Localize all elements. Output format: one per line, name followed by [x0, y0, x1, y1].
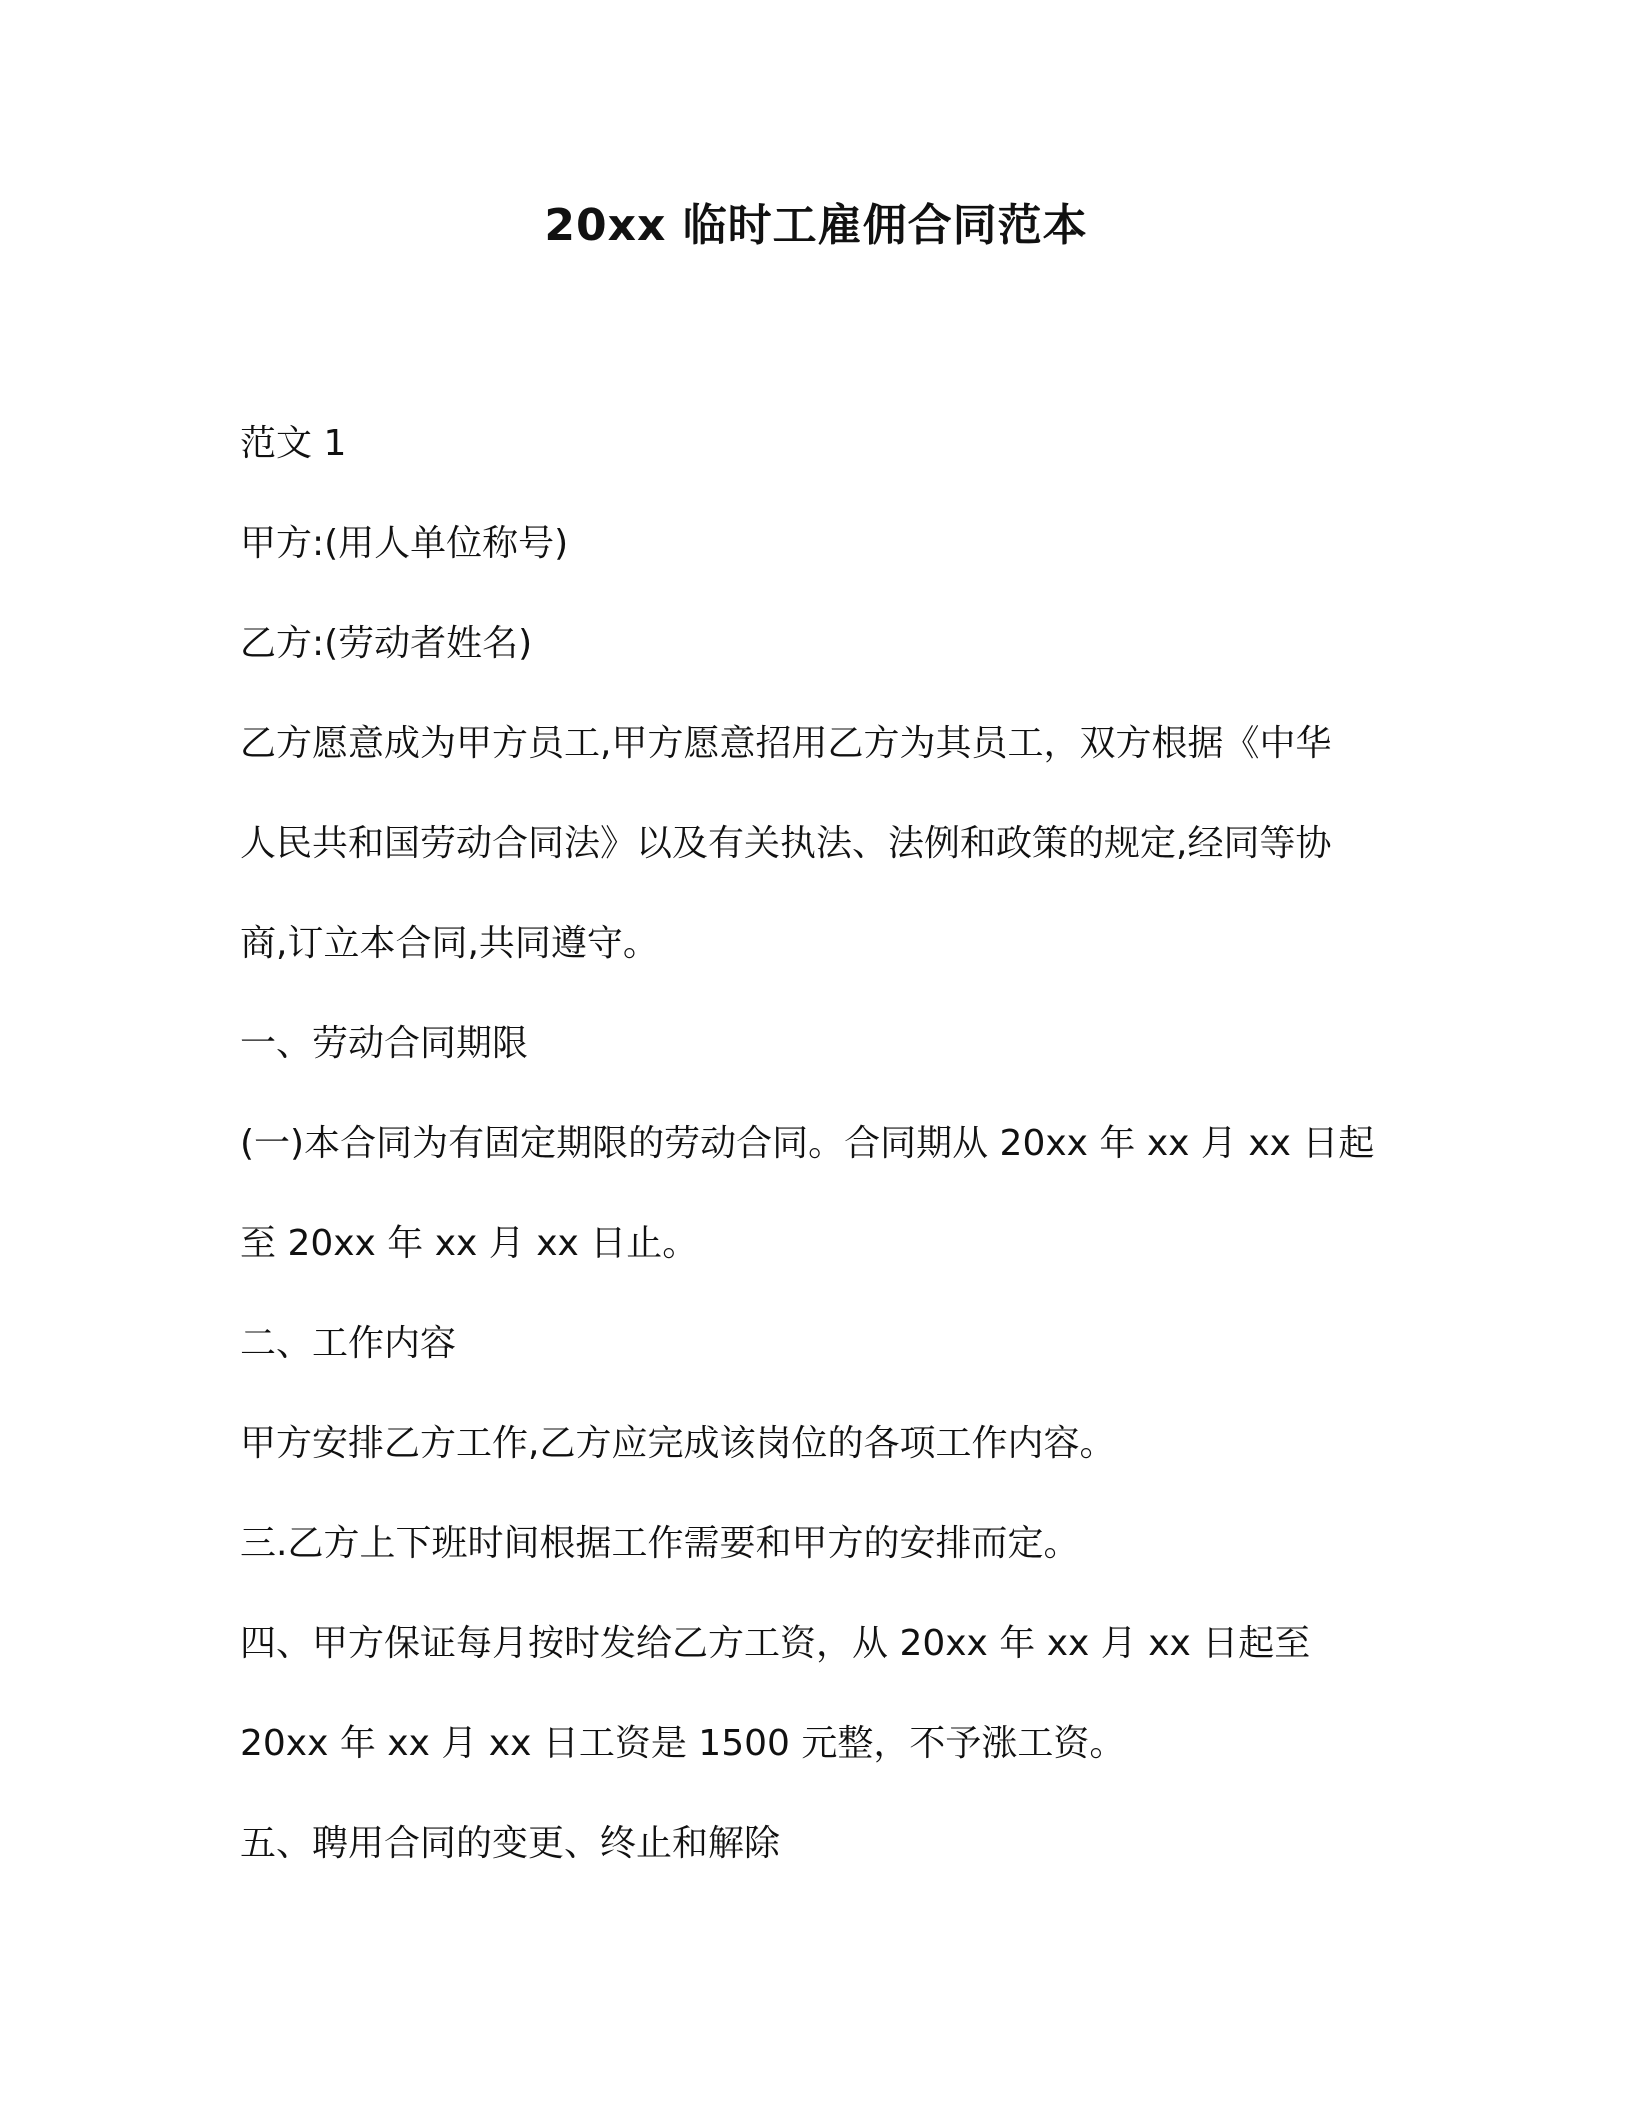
section-1-text-line-1: (一)本合同为有固定期限的劳动合同。合同期从 20xx 年 xx 月 xx 日起	[240, 1123, 1375, 1164]
section-1-text-line-2: 至 20xx 年 xx 月 xx 日止。	[240, 1223, 699, 1264]
section-4-text-line-2: 20xx 年 xx 月 xx 日工资是 1500 元整，不予涨工资。	[240, 1723, 1126, 1764]
document-title: 20xx 临时工雇佣合同范本	[544, 200, 1088, 251]
section-2-heading: 二、工作内容	[240, 1323, 457, 1364]
sample-heading: 范文 1	[240, 423, 347, 464]
preamble-line-3: 商,订立本合同,共同遵守。	[240, 923, 659, 964]
section-3-text: 三.乙方上下班时间根据工作需要和甲方的安排而定。	[240, 1523, 1080, 1564]
party-b-line: 乙方:(劳动者姓名)	[240, 623, 533, 664]
section-4-text-line-1: 四、甲方保证每月按时发给乙方工资，从 20xx 年 xx 月 xx 日起至	[240, 1623, 1311, 1664]
preamble-line-2: 人民共和国劳动合同法》以及有关执法、法例和政策的规定,经同等协	[240, 823, 1332, 864]
party-a-line: 甲方:(用人单位称号)	[240, 523, 569, 564]
preamble-line-1: 乙方愿意成为甲方员工,甲方愿意招用乙方为其员工，双方根据《中华	[240, 723, 1332, 764]
section-1-heading: 一、劳动合同期限	[240, 1023, 529, 1064]
section-2-text: 甲方安排乙方工作,乙方应完成该岗位的各项工作内容。	[240, 1423, 1116, 1464]
section-5-heading: 五、聘用合同的变更、终止和解除	[240, 1823, 781, 1864]
